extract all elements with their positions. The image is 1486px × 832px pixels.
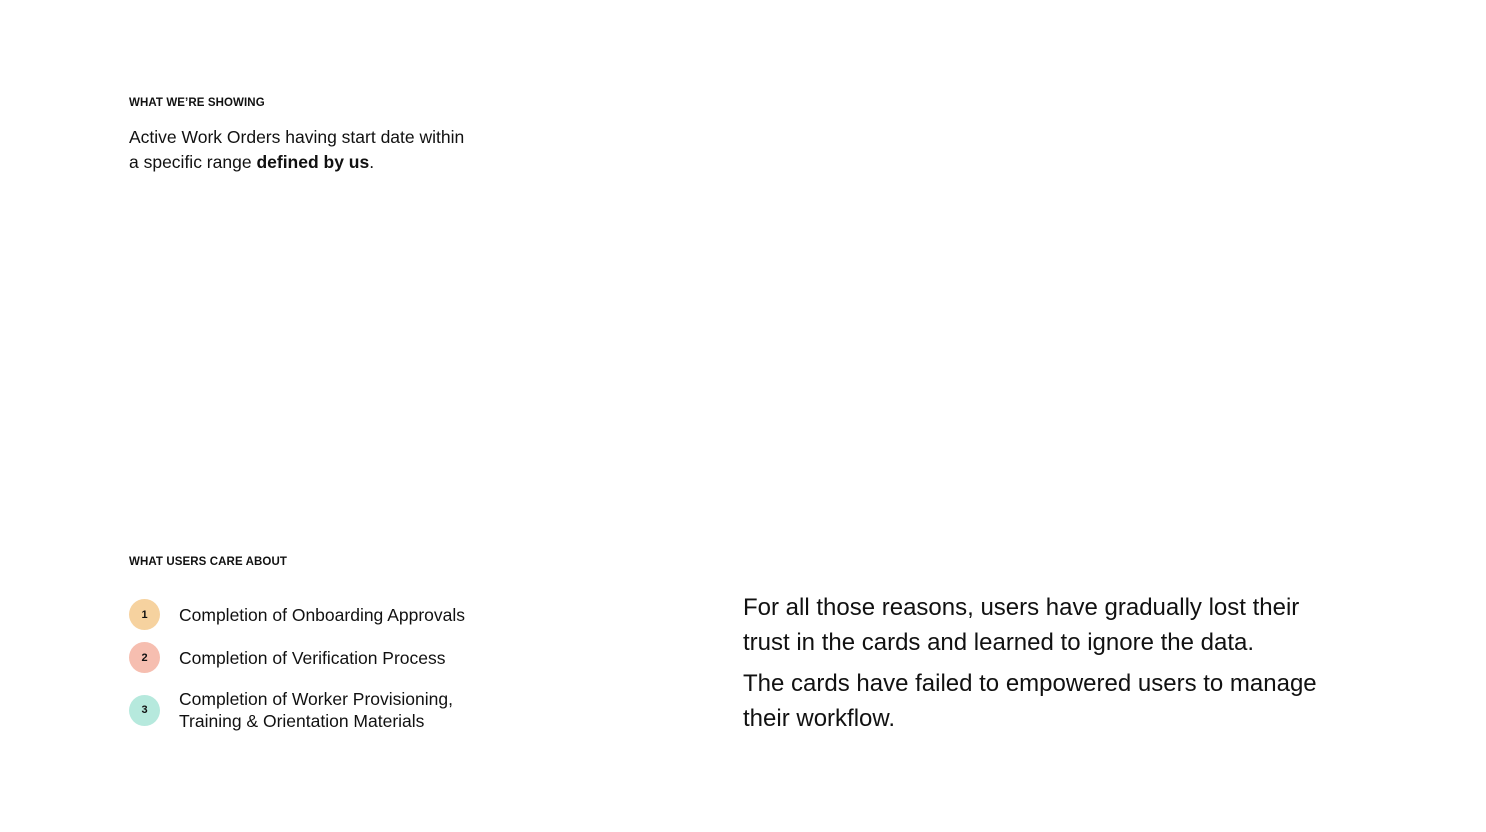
- section-label-what-users-care-about: WHAT USERS CARE ABOUT: [129, 556, 287, 568]
- section-label-what-were-showing: WHAT WE’RE SHOWING: [129, 97, 265, 109]
- showing-text-before: Active Work Orders having start date within a specific range: [129, 127, 465, 172]
- care-list-item: [129, 688, 549, 732]
- conclusion-paragraph: The cards have failed to empowered users to manage their workflow.: [743, 670, 1317, 732]
- care-item-text: Completion of Verification Process: [179, 647, 446, 668]
- showing-text-after: .: [369, 152, 375, 172]
- conclusion-paragraph: For all those reasons, users have gradually lost their trust in the cards and learned to ignore the data.: [743, 594, 1300, 656]
- number-badge: 3: [129, 695, 160, 726]
- care-list-item: [129, 642, 549, 673]
- number-badge: 1: [129, 599, 160, 630]
- showing-text-emphasis: defined by us: [256, 152, 370, 172]
- conclusion-text-block: [743, 590, 1343, 742]
- showing-description: [129, 125, 469, 175]
- care-item-text: Completion of Worker Provisioning, Training & Orientation Materials: [179, 689, 453, 731]
- care-item-text: Completion of Onboarding Approvals: [179, 604, 466, 625]
- care-list-item: [129, 599, 549, 630]
- number-badge: 2: [129, 642, 160, 673]
